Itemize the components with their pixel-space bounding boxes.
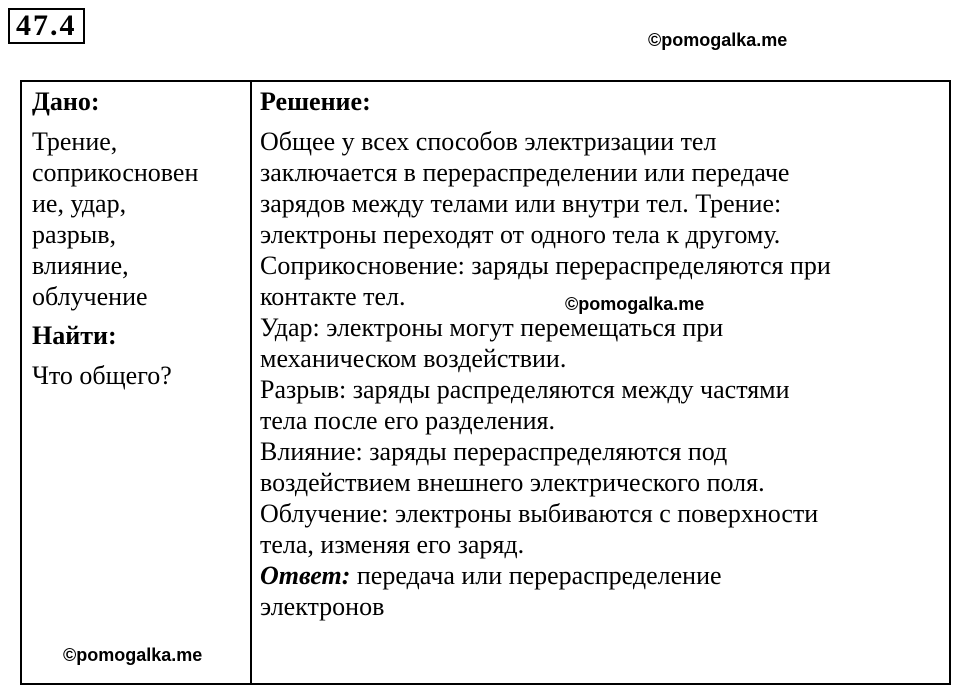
solution-table	[20, 80, 951, 685]
answer-text: передача или перераспределение	[356, 561, 722, 590]
given-line: влияние,	[32, 251, 129, 280]
solution-line: заключается в перераспределении или передаче	[260, 158, 790, 187]
solution-column	[260, 86, 945, 622]
watermark-top: ©pomogalka.me	[648, 30, 788, 50]
solution-body	[260, 126, 945, 622]
solution-line: Разрыв: заряды распределяются между частями	[260, 375, 790, 404]
solution-header: Решение:	[260, 87, 371, 116]
answer-line	[260, 560, 945, 591]
solution-line: воздействием внешнего электрического поля.	[260, 468, 765, 497]
solution-line: Облучение: электроны выбиваются с поверхности	[260, 499, 819, 528]
column-divider	[250, 82, 252, 683]
solution-line: Соприкосновение: заряды перераспределяются при	[260, 251, 831, 280]
solution-line: контакте тел.	[260, 282, 406, 311]
given-line: Трение,	[32, 127, 118, 156]
task-number: 47.4	[8, 8, 85, 44]
solution-line: Удар: электроны могут перемещаться при	[260, 313, 724, 342]
solution-line: тела после его разделения.	[260, 406, 556, 435]
solution-line: Общее у всех способов электризации тел	[260, 127, 717, 156]
watermark-middle: ©pomogalka.me	[565, 294, 705, 314]
solution-line: электроны переходят от одного тела к другому.	[260, 220, 781, 249]
solution-line: механическом воздействии.	[260, 344, 567, 373]
given-column	[32, 86, 242, 391]
given-line: разрыв,	[32, 220, 117, 249]
watermark-bottom: ©pomogalka.me	[63, 645, 203, 665]
given-line: ие, удар,	[32, 189, 127, 218]
solution-line: тела, изменяя его заряд.	[260, 530, 525, 559]
given-list	[32, 126, 242, 312]
given-header: Дано:	[32, 87, 100, 116]
find-header: Найти:	[32, 321, 117, 350]
answer-line-continued: электронов	[260, 592, 385, 621]
find-text: Что общего?	[32, 361, 172, 390]
given-line: облучение	[32, 282, 148, 311]
solution-line: зарядов между телами или внутри тел. Трение:	[260, 189, 782, 218]
solution-line: Влияние: заряды перераспределяются под	[260, 437, 728, 466]
given-line: соприкосновен	[32, 158, 199, 187]
answer-label: Ответ:	[260, 561, 351, 590]
